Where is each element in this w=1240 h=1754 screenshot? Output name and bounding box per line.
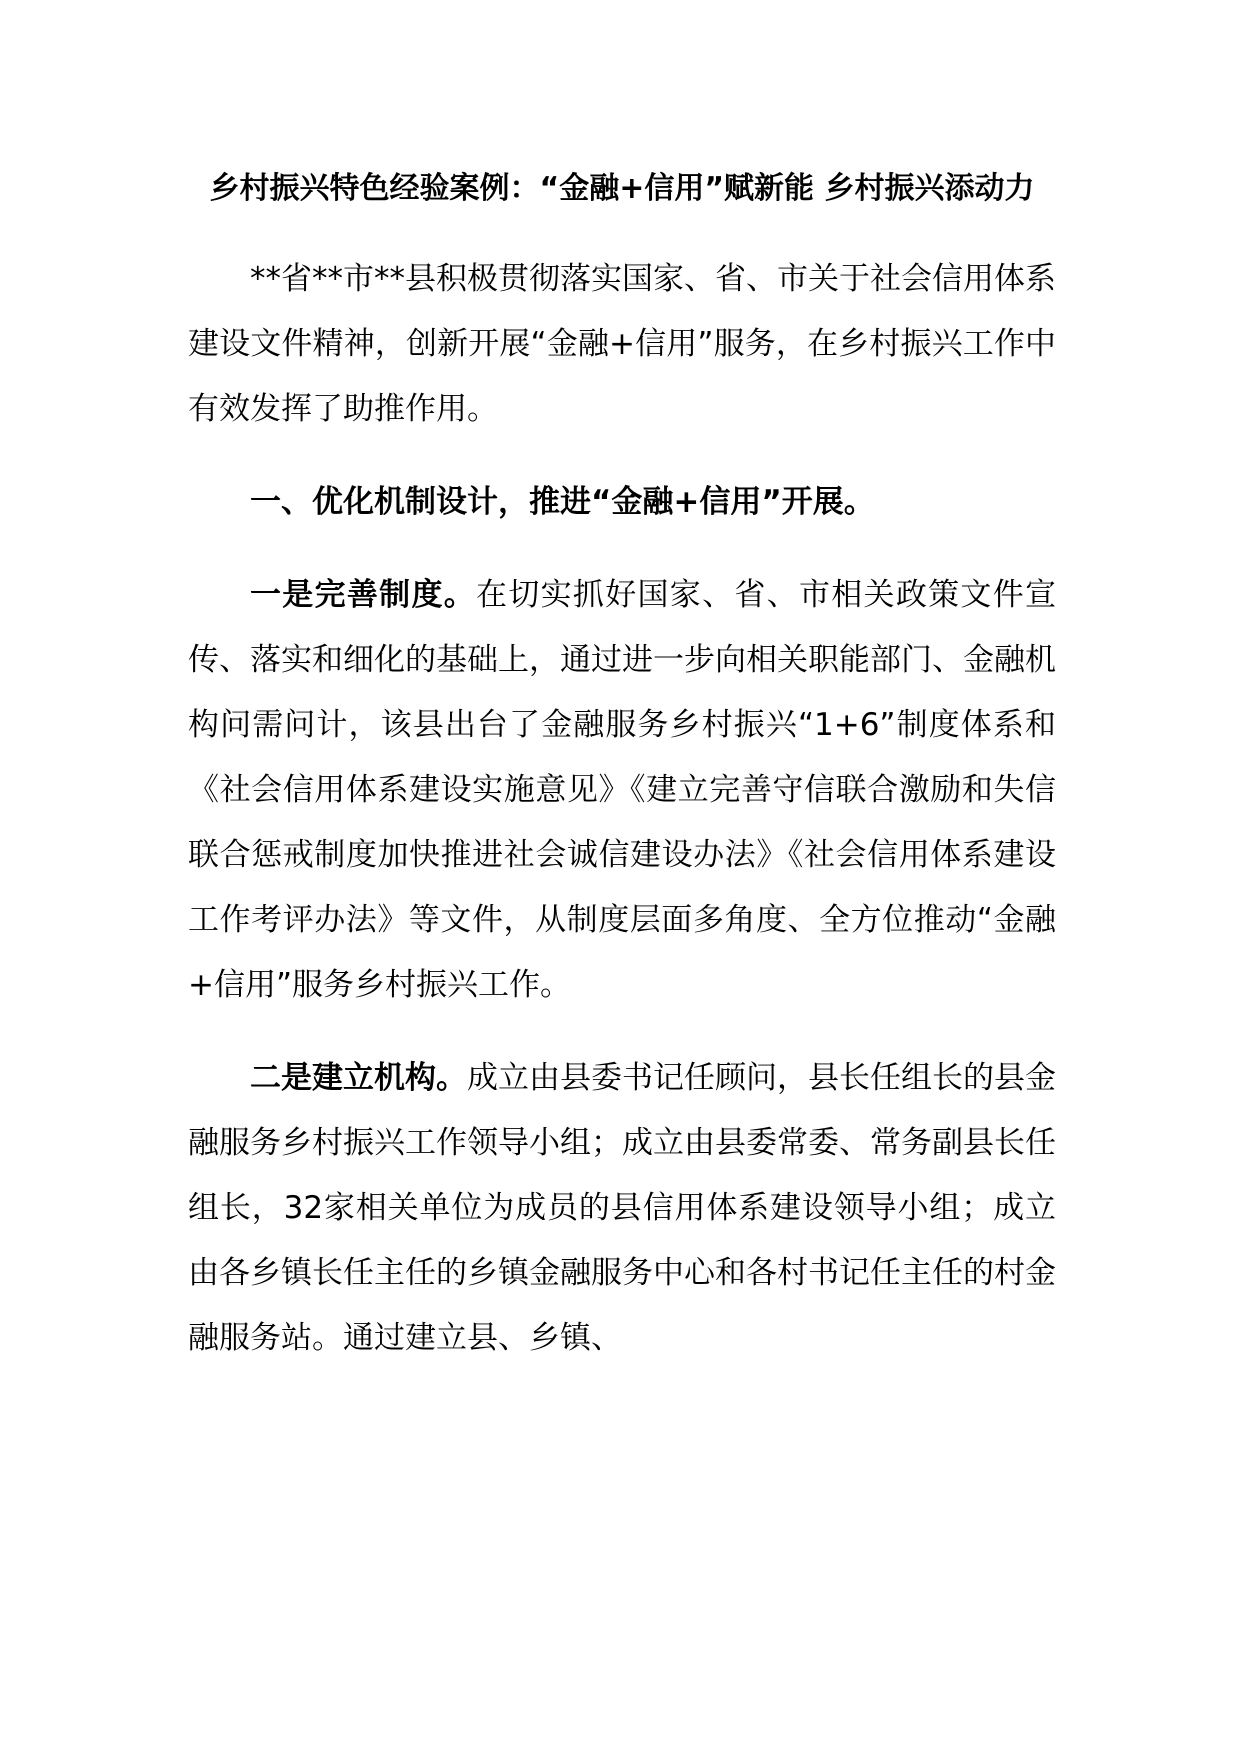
item-text-1: 在切实抓好国家、省、市相关政策文件宣传、落实和细化的基础上，通过进一步向相关职能部门、金融机构问需问计，该县出台了金融服务乡村振兴“1+6”制度体系和《社会信用体系建设实施意见》《建立完善守信联合激励和失信联合惩戒制度加快推进社会诚信建设办法》《社会信用体系建设工作考评办法》等文件，从制度层面多角度、全方位推动“金融+信用”服务乡村振兴工作。 [188,577,1057,1003]
document-page [188,158,1056,1371]
intro-paragraph: **省**市**县积极贯彻落实国家、省、市关于社会信用体系建设文件精神，创新开展“金融+信用”服务，在乡村振兴工作中有效发挥了助推作用。 [188,261,1056,427]
item-lead-1: 一是完善制度。 [250,577,477,613]
item-paragraph-1 [188,563,1056,1018]
section-heading: 一、优化机制设计，推进“金融+信用”开展。 [250,484,875,520]
item-lead-2: 二是建立机构。 [250,1060,467,1096]
item-text-2: 成立由县委书记任顾问，县长任组长的县金融服务乡村振兴工作领导小组；成立由县委常委、常务副县长任组长，32家相关单位为成员的县信用体系建设领导小组；成立由各乡镇长任主任的乡镇金融服务中心和各村书记任主任的村金融服务站。通过建立县、乡镇、 [188,1060,1056,1356]
item-paragraph-2 [188,1046,1056,1371]
document-title: 乡村振兴特色经验案例：“金融+信用”赋新能 乡村振兴添动力 [209,171,1035,206]
